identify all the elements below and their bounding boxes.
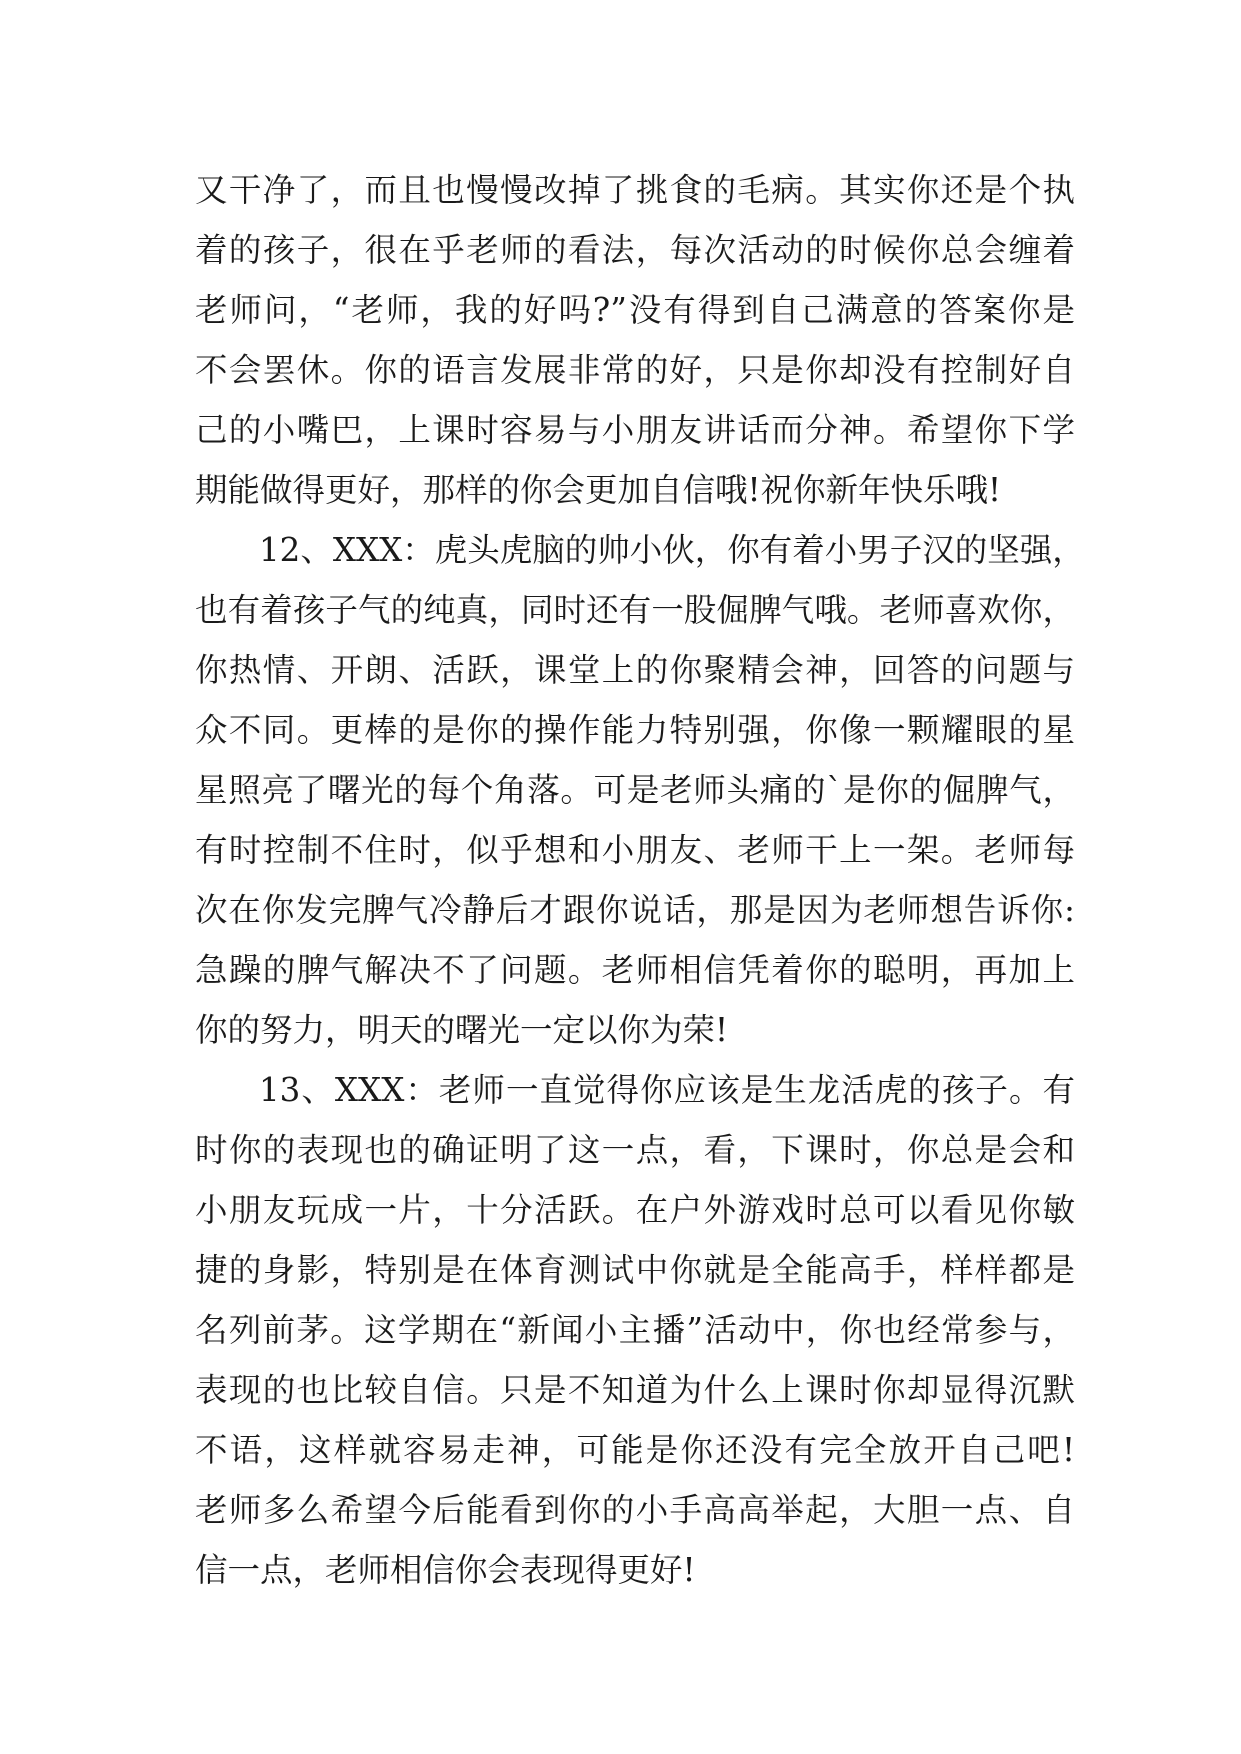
text-line: 不语，这样就容易走神，可能是你还没有完全放开自己吧! bbox=[195, 1431, 1075, 1469]
text-line: 表现的也比较自信。只是不知道为什么上课时你却显得沉默 bbox=[195, 1371, 1075, 1409]
text-line: 次在你发完脾气冷静后才跟你说话，那是因为老师想告诉你: bbox=[195, 891, 1075, 929]
text-line: 老师多么希望今后能看到你的小手高高举起，大胆一点、自 bbox=[195, 1491, 1075, 1529]
text-line: 期能做得更好，那样的你会更加自信哦!祝你新年快乐哦! bbox=[195, 471, 1002, 509]
text-line: 不会罢休。你的语言发展非常的好，只是你却没有控制好自 bbox=[195, 351, 1075, 389]
text-line: 13、XXX：老师一直觉得你应该是生龙活虎的孩子。有 bbox=[259, 1071, 1075, 1109]
text-line: 老师问，“老师，我的好吗?”没有得到自己满意的答案你是 bbox=[195, 291, 1075, 329]
paragraph-continued bbox=[195, 160, 1075, 520]
text-line: 捷的身影，特别是在体育测试中你就是全能高手，样样都是 bbox=[195, 1251, 1075, 1289]
paragraph-12 bbox=[195, 520, 1085, 1060]
text-line: 着的孩子，很在乎老师的看法，每次活动的时候你总会缠着 bbox=[195, 231, 1075, 269]
text-line: 时你的表现也的确证明了这一点，看，下课时，你总是会和 bbox=[195, 1131, 1075, 1169]
text-line: 己的小嘴巴，上课时容易与小朋友讲话而分神。希望你下学 bbox=[195, 411, 1075, 449]
text-line: 也有着孩子气的纯真，同时还有一股倔脾气哦。老师喜欢你， bbox=[195, 591, 1075, 629]
text-line: 星照亮了曙光的每个角落。可是老师头痛的`是你的倔脾气， bbox=[195, 771, 1075, 809]
text-line: 小朋友玩成一片，十分活跃。在户外游戏时总可以看见你敏 bbox=[195, 1191, 1075, 1229]
text-line: 你热情、开朗、活跃，课堂上的你聚精会神，回答的问题与 bbox=[195, 651, 1075, 689]
text-line: 急躁的脾气解决不了问题。老师相信凭着你的聪明，再加上 bbox=[195, 951, 1075, 989]
text-line: 名列前茅。这学期在“新闻小主播”活动中，你也经常参与， bbox=[195, 1311, 1075, 1349]
text-line: 众不同。更棒的是你的操作能力特别强，你像一颗耀眼的星 bbox=[195, 711, 1075, 749]
document-body bbox=[195, 160, 1085, 1600]
text-line: 你的努力，明天的曙光一定以你为荣! bbox=[195, 1011, 729, 1049]
text-line: 信一点，老师相信你会表现得更好! bbox=[195, 1551, 696, 1589]
text-line: 12、XXX：虎头虎脑的帅小伙，你有着小男子汉的坚强， bbox=[259, 531, 1085, 569]
text-line: 又干净了，而且也慢慢改掉了挑食的毛病。其实你还是个执 bbox=[195, 171, 1075, 209]
text-line: 有时控制不住时，似乎想和小朋友、老师干上一架。老师每 bbox=[195, 831, 1075, 869]
paragraph-13 bbox=[195, 1060, 1075, 1600]
